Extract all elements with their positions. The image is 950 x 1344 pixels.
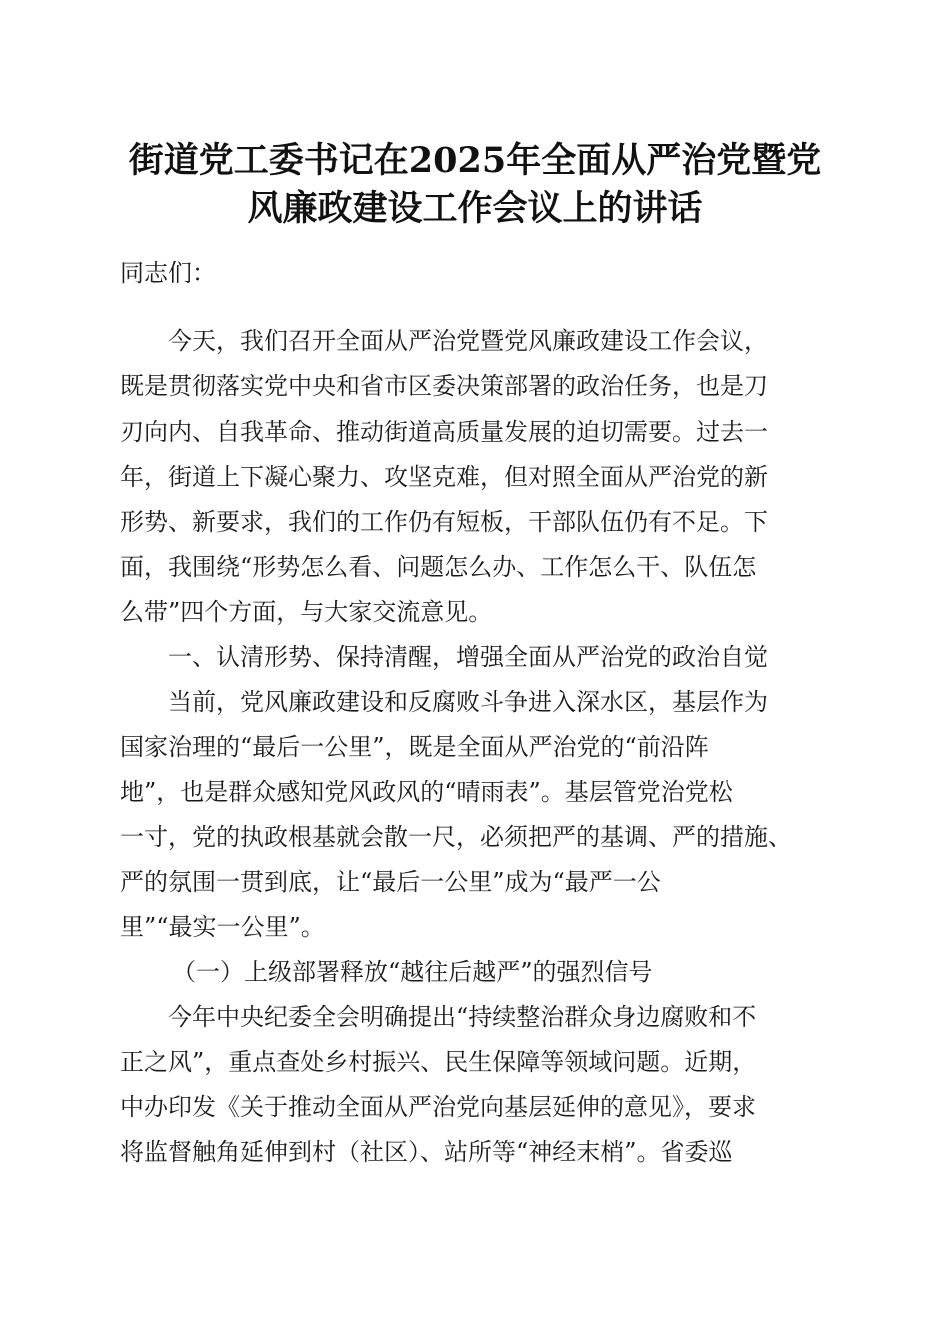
paragraph-line: 刃向内、自我革命、推动街道高质量发展的迫切需要。过去一 [120, 418, 768, 446]
paragraph-line: 正之风”，重点查处乡村振兴、民生保障等领域问题。近期， [120, 1048, 757, 1076]
section-heading: 一、认清形势、保持清醒，增强全面从严治党的政治自觉 [168, 643, 768, 671]
paragraph-line: 一寸，党的执政根基就会散一尺，必须把严的基调、严的措施、 [120, 823, 792, 851]
document-title-line-1: 街道党工委书记在2025年全面从严治党暨党 [128, 140, 822, 181]
paragraph-line: 么带”四个方面，与大家交流意见。 [120, 598, 493, 626]
paragraph-line: 里”“最实一公里”。 [120, 913, 325, 941]
paragraph-line: 地”，也是群众感知党风政风的“晴雨表”。基层管党治党松 [120, 778, 733, 806]
subsection-heading: （一）上级部署释放“越往后越严”的强烈信号 [172, 958, 653, 986]
paragraph-line: 面，我围绕“形势怎么看、问题怎么办、工作怎么干、队伍怎 [120, 553, 757, 581]
paragraph-line: 形势、新要求，我们的工作仍有短板，干部队伍仍有不足。下 [120, 508, 768, 536]
salutation: 同志们： [120, 259, 216, 287]
document-title-line-2: 风廉政建设工作会议上的讲话 [247, 188, 703, 229]
paragraph-line: 中办印发《关于推动全面从严治党向基层延伸的意见》，要求 [120, 1093, 756, 1121]
paragraph-line: 年，街道上下凝心聚力、攻坚克难，但对照全面从严治党的新 [120, 463, 768, 491]
paragraph-line: 当前，党风廉政建设和反腐败斗争进入深水区，基层作为 [168, 688, 768, 716]
paragraph-line: 将监督触角延伸到村（社区）、站所等“神经末梢”。省委巡 [120, 1138, 733, 1166]
paragraph-line: 既是贯彻落实党中央和省市区委决策部署的政治任务，也是刀 [120, 372, 768, 400]
paragraph-line: 今天，我们召开全面从严治党暨党风廉政建设工作会议， [168, 327, 768, 355]
paragraph-line: 国家治理的“最后一公里”，既是全面从严治党的“前沿阵 [120, 733, 709, 761]
paragraph-line: 今年中央纪委全会明确提出“持续整治群众身边腐败和不 [168, 1003, 757, 1031]
paragraph-line: 严的氛围一贯到底，让“最后一公里”成为“最严一公 [120, 868, 661, 896]
